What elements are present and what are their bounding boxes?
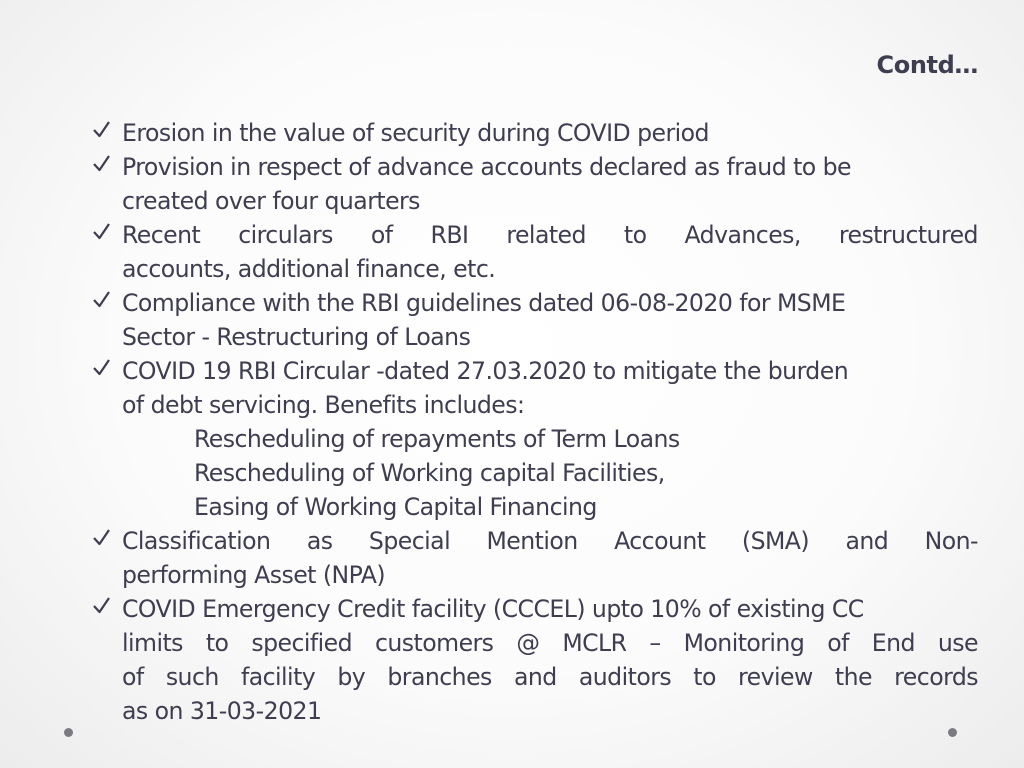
bullet-text: of debt servicing. Benefits includes: [122, 391, 525, 419]
sub-item-text: Rescheduling of repayments of Term Loans [194, 425, 680, 453]
bullet-item [92, 116, 978, 150]
bullet-text: Erosion in the value of security during COVID period [122, 119, 709, 147]
bullet-text: accounts, additional finance, etc. [122, 255, 496, 283]
bullet-item [92, 354, 978, 422]
bullet-text: Recent circulars of RBI related to Advances, restructured [122, 221, 978, 249]
sub-list [92, 422, 978, 524]
bullet-text: performing Asset (NPA) [122, 561, 385, 589]
sub-item-text: Easing of Working Capital Financing [194, 493, 597, 521]
bullet-text: limits to specified customers @ MCLR – Monitoring of End use [122, 629, 978, 657]
bullet-list [92, 116, 978, 728]
bullet-text: of such facility by branches and auditors to review the records [122, 663, 978, 691]
bullet-item [92, 286, 978, 354]
bullet-text: Provision in respect of advance accounts declared as fraud to be [122, 153, 851, 181]
checkmark-icon [92, 220, 112, 244]
bullet-item [92, 150, 978, 218]
checkmark-icon [92, 356, 112, 380]
checkmark-icon [92, 118, 112, 142]
dot-icon [948, 728, 957, 737]
checkmark-icon [92, 594, 112, 618]
bullet-text: as on 31-03-2021 [122, 697, 322, 725]
bullet-item [92, 592, 978, 728]
bullet-text: Classification as Special Mention Account (SMA) and Non- [122, 527, 978, 555]
bullet-text: COVID 19 RBI Circular -dated 27.03.2020 to mitigate the burden [122, 357, 849, 385]
bullet-text: COVID Emergency Credit facility (CCCEL) upto 10% of existing CC [122, 595, 864, 623]
checkmark-icon [92, 288, 112, 312]
dot-icon [64, 728, 73, 737]
bullet-item [92, 218, 978, 286]
bullet-text: Compliance with the RBI guidelines dated 06-08-2020 for MSME [122, 289, 846, 317]
bullet-item [92, 524, 978, 592]
bullet-text: Sector - Restructuring of Loans [122, 323, 471, 351]
checkmark-icon [92, 526, 112, 550]
sub-item-text: Rescheduling of Working capital Facilities, [194, 459, 665, 487]
slide-title: Contd… [876, 51, 978, 79]
bullet-text: created over four quarters [122, 187, 420, 215]
checkmark-icon [92, 152, 112, 176]
